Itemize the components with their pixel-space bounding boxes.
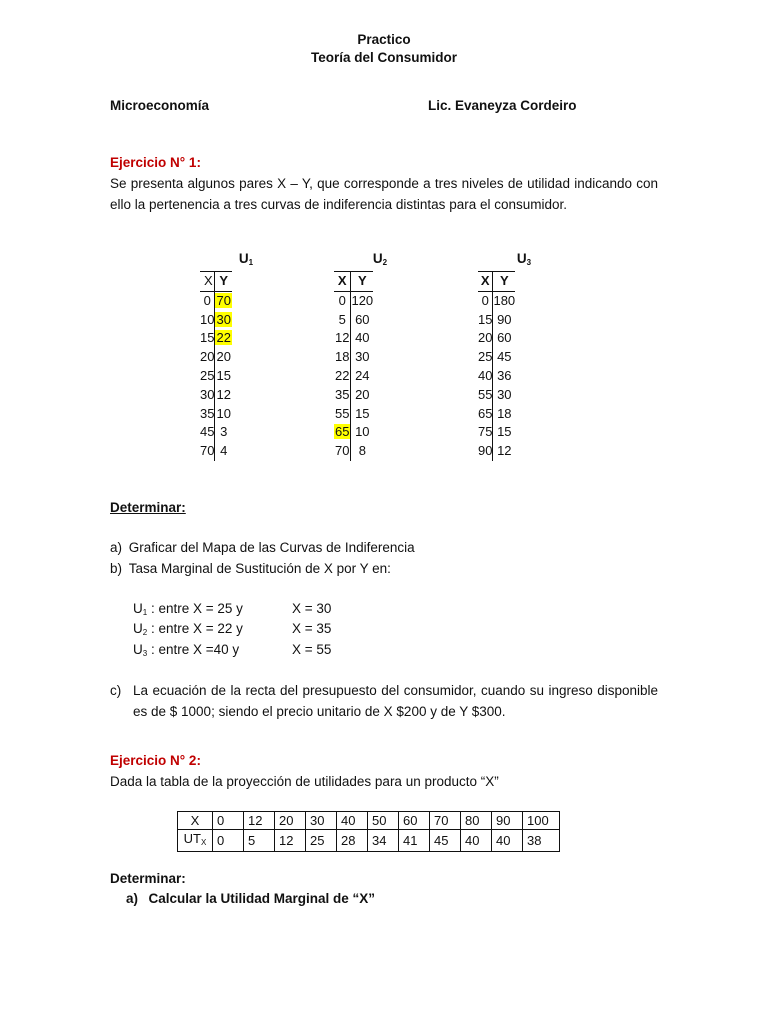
- table-row: 10 30: [200, 311, 232, 330]
- table-row: 15 22: [200, 329, 232, 348]
- tms-row-u1-x2: X = 30: [292, 601, 332, 616]
- table-row: 65 10: [334, 423, 373, 442]
- highlighted-value: 65: [335, 424, 350, 440]
- highlighted-value: 30: [216, 311, 231, 327]
- highlighted-value: 22: [216, 330, 231, 346]
- ex1-item-a: a) Graficar del Mapa de las Curvas de Indiferencia: [110, 540, 415, 555]
- tms-row-u2-x2: X = 35: [292, 621, 332, 636]
- ex1-item-c: La ecuación de la recta del presupuesto del consumidor, cuando su ingreso disponible es de $ 1000; siendo el precio unitario de X $200 y de Y $300.: [133, 683, 658, 719]
- doc-subtitle: Teoría del Consumidor: [310, 50, 457, 65]
- u2-x-header: X: [334, 272, 351, 292]
- table-row: 65 18: [478, 405, 515, 424]
- table-row: 22 24: [334, 367, 373, 386]
- u3-x-header: X: [478, 272, 493, 292]
- table-row: X 0 12 20 30 40 50 60 70 80 90 100: [178, 812, 560, 830]
- table-row: 30 12: [200, 386, 232, 405]
- ex1-item-c-label: c): [110, 683, 122, 698]
- table-row: 75 15: [478, 423, 515, 442]
- x-row-label: X: [178, 812, 213, 830]
- ex2-intro: Dada la tabla de la proyección de utilidades para un producto “X”: [110, 774, 499, 789]
- ex1-item-b: b) Tasa Marginal de Sustitución de X por Y en:: [110, 561, 391, 576]
- table-row: 15 90: [478, 311, 515, 330]
- table-row: 20 20: [200, 348, 232, 367]
- table-row: 70 4: [200, 442, 232, 461]
- ut-row-label: $UT_X$: [178, 830, 213, 852]
- ex2-heading: Ejercicio N° 2:: [110, 753, 201, 768]
- table-row: 0 120: [334, 291, 373, 310]
- tms-row-u1: $U_1$ : entre X = 25 y: [133, 601, 243, 617]
- ex1-heading: Ejercicio N° 1:: [110, 155, 201, 170]
- u3-title: $U_3$: [516, 251, 532, 267]
- u1-x-header: X: [200, 272, 215, 292]
- table-row: 5 60: [334, 311, 373, 330]
- table-row: $UT_X$ 0 5 12 25 28 34 41 45 40 40 38: [178, 830, 560, 852]
- ex2-determinar: Determinar:: [110, 871, 186, 886]
- table-row: 40 36: [478, 367, 515, 386]
- table-row: 25 45: [478, 348, 515, 367]
- u1-y-header: Y: [215, 272, 232, 292]
- table-row: 90 12: [478, 442, 515, 461]
- table-row: 55 15: [334, 405, 373, 424]
- tms-row-u3: $U_3$ : entre X =40 y: [133, 642, 240, 658]
- ex2-item-a: a) Calcular la Utilidad Marginal de “X”: [126, 891, 376, 906]
- instructor-name: Lic. Evaneyza Cordeiro: [428, 98, 577, 113]
- ex1-intro: Se presenta algunos pares X – Y, que corresponde a tres niveles de utilidad indicando con ello la pertenencia a tres curvas de indiferencia distintas para el consumidor.: [110, 176, 658, 212]
- course-name: Microeconomía: [110, 98, 210, 113]
- table-row: 0 70: [200, 291, 232, 310]
- table-row: 25 15: [200, 367, 232, 386]
- table-row: 20 60: [478, 329, 515, 348]
- table-row: 55 30: [478, 386, 515, 405]
- u1-title: $U_1$: [238, 251, 254, 267]
- utility-projection-table: [177, 811, 560, 852]
- table-row: 70 8: [334, 442, 373, 461]
- table-row: 45 3: [200, 423, 232, 442]
- table-row: 35 20: [334, 386, 373, 405]
- doc-title: Practico: [357, 32, 411, 47]
- tms-row-u2: $U_2$ : entre X = 22 y: [133, 621, 243, 637]
- u2-y-header: Y: [351, 272, 373, 292]
- ex1-determinar: Determinar:: [110, 500, 186, 515]
- table-row: 18 30: [334, 348, 373, 367]
- table-row: 12 40: [334, 329, 373, 348]
- u2-title: $U_2$: [372, 251, 388, 267]
- highlighted-value: 70: [216, 292, 231, 308]
- table-row: 0 180: [478, 291, 515, 310]
- tms-row-u3-x2: X = 55: [292, 642, 332, 657]
- table-row: 35 10: [200, 405, 232, 424]
- u3-y-header: Y: [493, 272, 515, 292]
